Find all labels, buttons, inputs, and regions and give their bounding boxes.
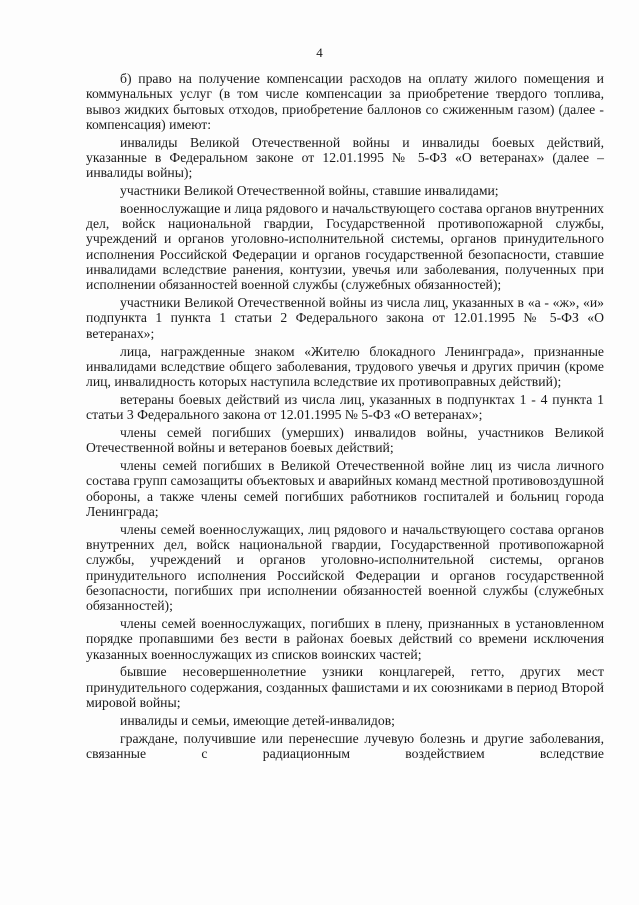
paragraph-leningrad-blockade: лица, награжденные знаком «Жителю блокадного Ленинграда», признанные инвалидами вследствие общего заболевания, трудового увечья и других причин (кроме лиц, инвалидность которых наступила вследствие их противоправных действий); xyxy=(86,343,604,390)
document-body xyxy=(86,71,604,764)
paragraph-families-servicemen: члены семей военнослужащих, лиц рядового и начальствующего состава органов внутренних дел, войск национальной гвардии, Государственной противопожарной службы, учреждений и органов уголовно-исполнительной системы, органов принудительного исполнения Российской Федерации и органов государственной безопасности, погибших при исполнении обязанностей военной службы (служебных обязанностей); xyxy=(86,521,604,614)
paragraph-radiation-victims: граждане, получившие или перенесшие лучевую болезнь и другие заболевания, связанные с радиационным воздействием вследствие xyxy=(86,730,604,761)
paragraph-compensation-right: б) право на получение компенсации расходов на оплату жилого помещения и коммунальных услуг (в том числе компенсации за приобретение твердого топлива, вывоз жидких бытовых отходов, приобретение баллонов со сжиженным газом) (далее - компенсация) имеют: xyxy=(86,71,604,132)
paragraph-combat-veterans: ветераны боевых действий из числа лиц, указанных в подпунктах 1 - 4 пункта 1 статьи 3 Федерального закона от 12.01.1995 № 5-ФЗ «О ветеранах»; xyxy=(86,391,604,423)
paragraph-families-air-defense: члены семей погибших в Великой Отечественной войне лиц из числа личного состава групп самозащиты объектовых и аварийных команд местной противовоздушной обороны, а также члены семей погибших работников госпиталей и больниц города Ленинграда; xyxy=(86,458,604,520)
page-number: 4 xyxy=(316,45,323,60)
paragraph-families-captivity: члены семей военнослужащих, погибших в плену, признанных в установленном порядке пропавшими без вести в районах боевых действий со времени исключения указанных военнослужащих из списков воинских частей; xyxy=(86,616,604,662)
paragraph-servicemen-invalids: военнослужащие и лица рядового и начальствующего состава органов внутренних дел, войск национальной гвардии, Государственной противопожарной службы, учреждений и органов уголовно-исполнительной системы, органов принудительного исполнения Российской Федерации и органов государственной безопасности, ставшие инвалидами вследствие ранения, контузии, увечья или заболевания, полученных при исполнении обязанностей военной службы (служебных обязанностей); xyxy=(86,200,604,293)
paragraph-war-invalids: инвалиды Великой Отечественной войны и инвалиды боевых действий, указанные в Федеральном законе от 12.01.1995 № 5-ФЗ «О ветеранах» (далее – инвалиды войны); xyxy=(86,134,604,181)
paragraph-war-participants-invalids: участники Великой Отечественной войны, ставшие инвалидами; xyxy=(120,183,499,199)
paragraph-families-deceased-invalids: члены семей погибших (умерших) инвалидов войны, участников Великой Отечественной войны и ветеранов боевых действий; xyxy=(86,425,604,456)
paragraph-concentration-camp-prisoners: бывшие несовершеннолетние узники концлагерей, гетто, других мест принудительного содержания, созданных фашистами и их союзниками в период Второй мировой войны; xyxy=(86,664,604,711)
paragraph-disabled-families: инвалиды и семьи, имеющие детей-инвалидов; xyxy=(120,712,395,728)
paragraph-war-participants-list: участники Великой Отечественной войны из числа лиц, указанных в «а - «ж», «и» подпункта 1 пункта 1 статьи 2 Федерального закона от 12.01.1995 № 5-ФЗ «О ветеранах»; xyxy=(86,295,604,341)
